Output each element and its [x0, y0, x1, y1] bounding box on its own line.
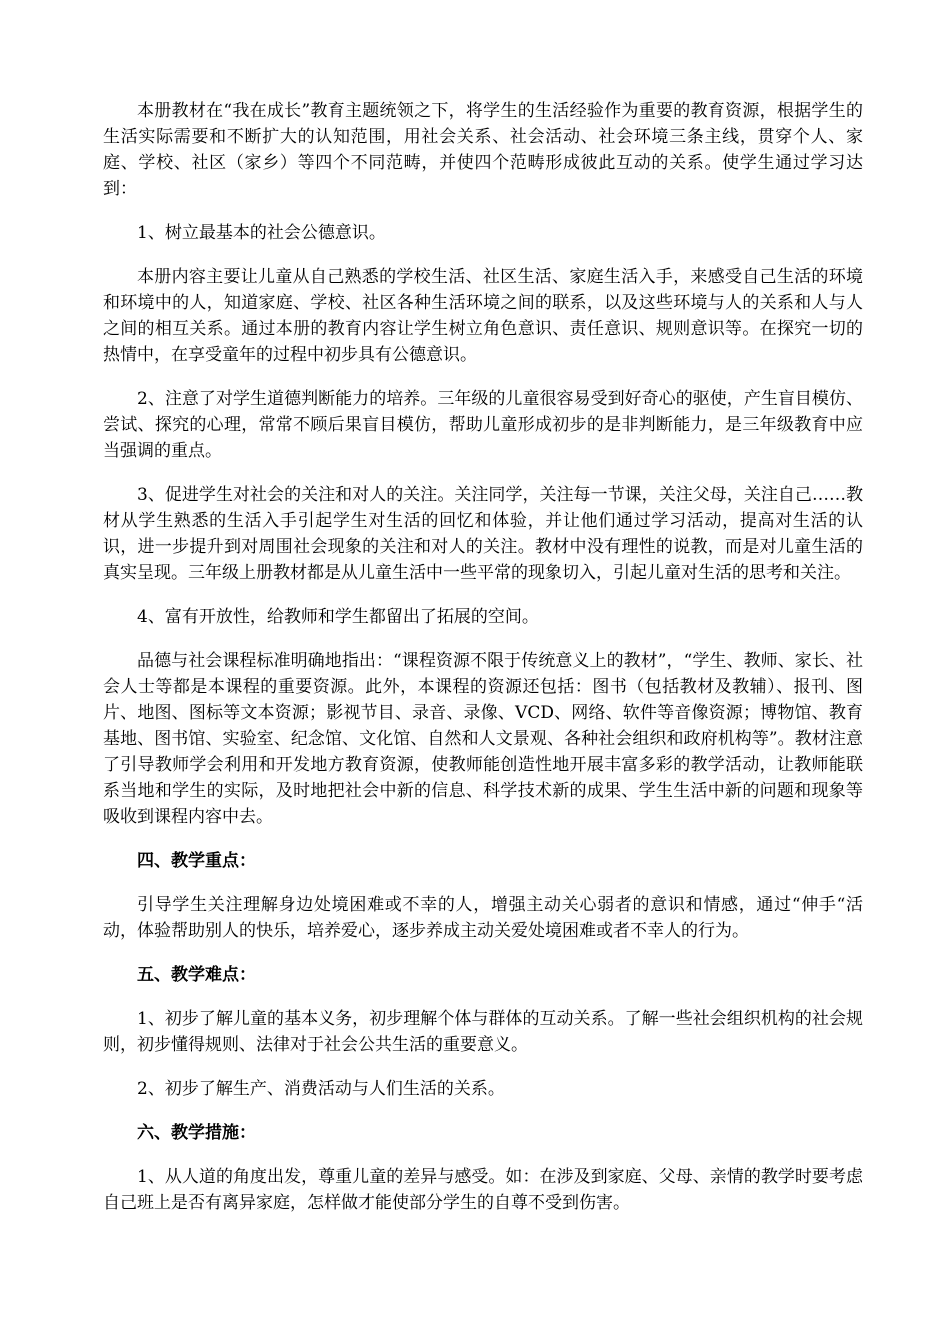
document-page: [103, 98, 863, 1234]
paragraph-difficulty-1: 1、初步了解儿童的基本义务，初步理解个体与群体的互动关系。了解一些社会组织机构的社会规则，初步懂得规则、法律对于社会公共生活的重要意义。: [103, 1009, 863, 1055]
heading-teaching-focus: 四、教学重点：: [137, 851, 256, 871]
heading-teaching-difficulty: 五、教学难点：: [137, 965, 256, 985]
paragraph-difficulty-2: 2、初步了解生产、消费活动与人们生活的关系。: [137, 1079, 505, 1099]
paragraph-point-2: 2、注意了对学生道德判断能力的培养。三年级的儿童很容易受到好奇心的驱使，产生盲目模仿、尝试、探究的心理，常常不顾后果盲目模仿，帮助儿童形成初步的是非判断能力，是三年级教育中应当强调的重点。: [103, 389, 863, 461]
paragraph-point-3: 3、促进学生对社会的关注和对人的关注。关注同学，关注每一节课，关注父母，关注自己……教材从学生熟悉的生活入手引起学生对生活的回忆和体验，并让他们通过学习活动，提高对生活的认识，进一步提升到对周围社会现象的关注和对人的关注。教材中没有理性的说教，而是对儿童生活的真实呈现。三年级上册教材都是从儿童生活中一些平常的现象切入，引起儿童对生活的思考和关注。: [103, 485, 863, 583]
paragraph-point-4: 4、富有开放性，给教师和学生都留出了拓展的空间。: [137, 607, 539, 627]
paragraph-point-1: 1、树立最基本的社会公德意识。: [137, 223, 386, 243]
paragraph-intro: 本册教材在“我在成长”教育主题统领之下，将学生的生活经验作为重要的教育资源，根据学生的生活实际需要和不断扩大的认知范围，用社会关系、社会活动、社会环境三条主线，贯穿个人、家庭、学校、社区（家乡）等四个不同范畴，并使四个范畴形成彼此互动的关系。使学生通过学习达到：: [103, 101, 863, 199]
paragraph-measure-1: 1、从人道的角度出发，尊重儿童的差异与感受。如：在涉及到家庭、父母、亲情的教学时要考虑自己班上是否有离异家庭，怎样做才能使部分学生的自尊不受到伤害。: [103, 1167, 863, 1213]
heading-teaching-measures: 六、教学措施：: [137, 1123, 256, 1143]
paragraph-teaching-focus: 引导学生关注理解身边处境困难或不幸的人，增强主动关心弱者的意识和情感，通过“伸手“活动，体验帮助别人的快乐，培养爱心，逐步养成主动关爱处境困难或者不幸人的行为。: [103, 895, 863, 941]
paragraph-content-focus: 本册内容主要让儿童从自己熟悉的学校生活、社区生活、家庭生活入手，来感受自己生活的环境和环境中的人，知道家庭、学校、社区各种生活环境之间的联系，以及这些环境与人的关系和人与人之间的相互关系。通过本册的教育内容让学生树立角色意识、责任意识、规则意识等。在探究一切的热情中，在享受童年的过程中初步具有公德意识。: [103, 267, 863, 365]
paragraph-curriculum-resources: 品德与社会课程标准明确地指出：“课程资源不限于传统意义上的教材”，“学生、教师、家长、社会人士等都是本课程的重要资源。此外，本课程的资源还包括：图书（包括教材及教辅）、报刊、图片、地图、图标等文本资源；影视节目、录音、录像、VCD、网络、软件等音像资源；博物馆、教育基地、图书馆、实验室、纪念馆、文化馆、自然和人文景观、各种社会组织和政府机构等”。教材注意了引导教师学会利用和开发地方教育资源，使教师能创造性地开展丰富多彩的教学活动，让教师能联系当地和学生的实际，及时地把社会中新的信息、科学技术新的成果、学生生活中新的问题和现象等吸收到课程内容中去。: [103, 651, 863, 827]
